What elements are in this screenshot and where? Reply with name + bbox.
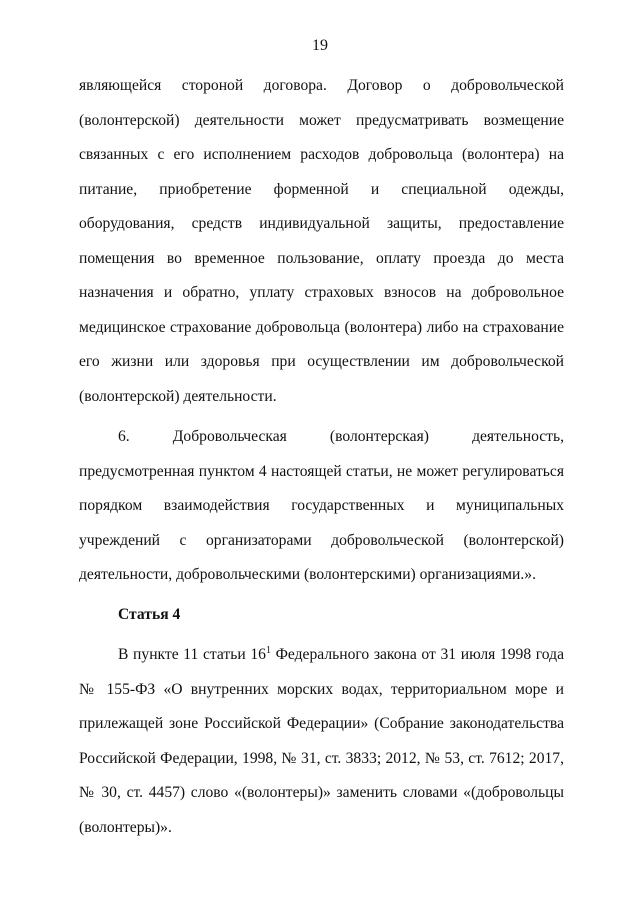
- paragraph-article-4-start: В пункте 11 статьи 16: [118, 646, 266, 663]
- paragraph-article-4-rest: Федерального закона от 31 июля 1998 года № 155-ФЗ «О внутренних морских водах, территориальном море и прилежащей зоне Российской Федерации» (Собрание законодательства Российской Федерации, 1998, № 31, ст. 3833; 2012, № 53, ст. 7612; 2017, № 30, ст. 4457) слово «(волонтеры)» заменить словами «(добровольцы (волонтеры)».: [79, 646, 564, 836]
- article-superscript: 1: [265, 644, 271, 656]
- article-heading: Статья 4: [118, 605, 181, 623]
- paragraph-article-4: [79, 638, 564, 845]
- page-number: 19: [312, 37, 328, 54]
- document-body: [79, 69, 564, 845]
- paragraph-item-6: 6. Добровольческая (волонтерская) деятельность, предусмотренная пунктом 4 настоящей статьи, не может регулироваться порядком взаимодействия государственных и муниципальных учреждений с организаторами добровольческой (волонтерской) деятельности, добровольческими (волонтерскими) организациями.».: [79, 428, 564, 583]
- paragraph-continuation: являющейся стороной договора. Договор о добровольческой (волонтерской) деятельности может предусматривать возмещение связанных с его исполнением расходов добровольца (волонтера) на питание, приобретение форменной и специальной одежды, оборудования, средств индивидуальной защиты, предоставление помещения во временное пользование, оплату проезда до места назначения и обратно, уплату страховых взносов на добровольное медицинское страхование добровольца (волонтера) либо на страхование его жизни или здоровья при осуществлении им добровольческой (волонтерской) деятельности.: [79, 77, 564, 405]
